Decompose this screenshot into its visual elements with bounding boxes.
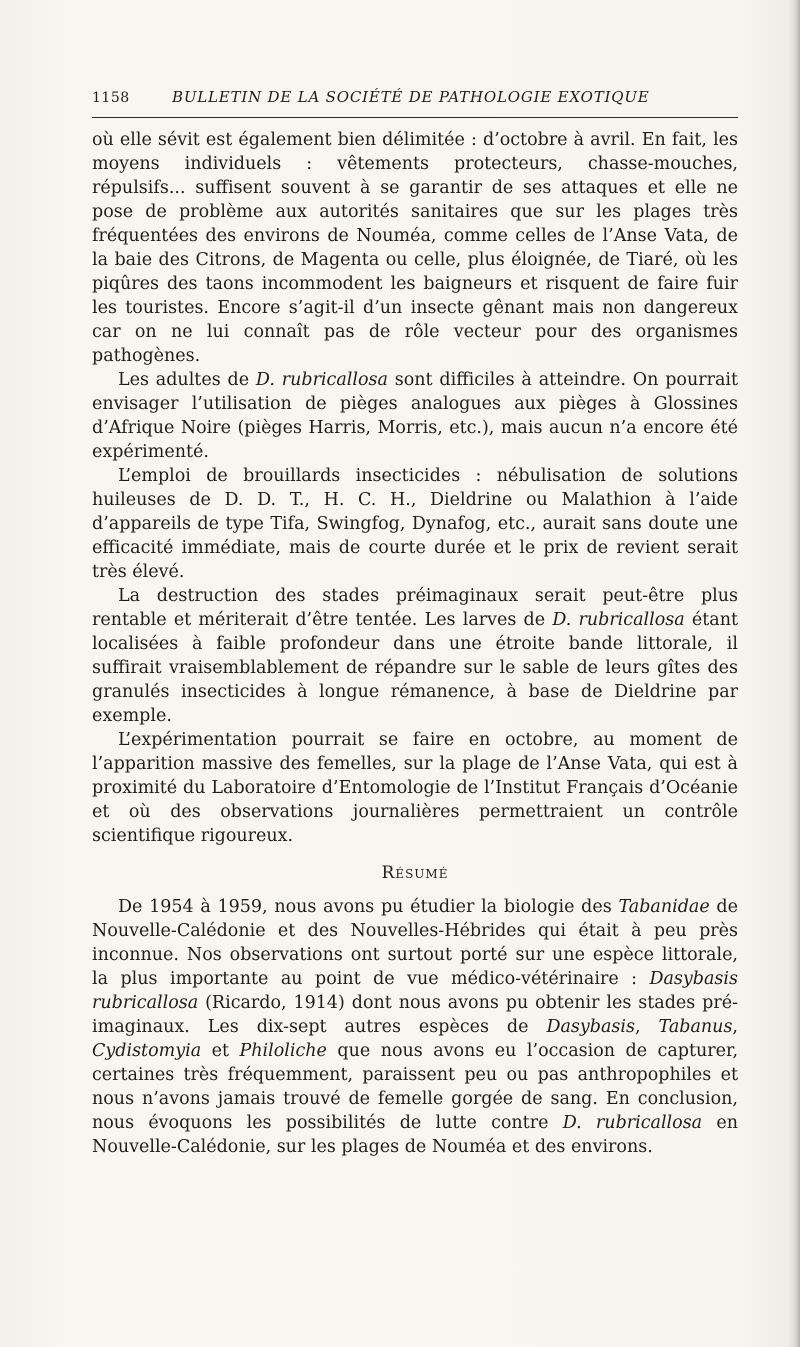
species-name: Dasybasis rubricallosa — [92, 969, 738, 1013]
paragraph-2-text-a: Les adultes de — [118, 370, 256, 390]
separator: , — [732, 1017, 738, 1037]
family-name: Tabanidae — [618, 897, 710, 917]
page-edge-shadow — [788, 0, 800, 1347]
running-title: BULLETIN DE LA SOCIÉTÉ DE PATHOLOGIE EXOTIQUE — [172, 88, 650, 106]
resume-text-1: De 1954 à 1959, nous avons pu étudier la biologie des — [118, 897, 619, 917]
paragraph-4-text-a: La destruction des stades préimaginaux serait peut-être plus rentable et mériterait d’être tentée. Les larves de — [92, 586, 738, 630]
header-divider — [92, 117, 738, 118]
separator: , — [634, 1017, 659, 1037]
resume-heading: Résumé — [381, 863, 449, 883]
genus-name: Cydistomyia — [92, 1041, 202, 1061]
genus-name: Tabanus — [658, 1017, 733, 1037]
resume-text-4: que nous avons eu l’occasion de capturer, certaines très fréquemment, paraissent peu ou pas anthropophiles et nous n’avons jamais trouvé de femelle gorgée de sang. En conclusion, nous évoquons les possibilités de lutte contre — [92, 1041, 739, 1133]
species-name: D. rubricallosa — [255, 370, 388, 390]
page-header — [92, 86, 738, 114]
paragraph-2 — [92, 368, 738, 464]
species-name: D. rubricallosa — [562, 1113, 703, 1133]
paragraph-5: L’expérimentation pourrait se faire en octobre, au moment de l’apparition massive des femelles, sur la plage de l’Anse Vata, qui est à proximité du Laboratoire d’Entomologie de l’Institut Français d’Océanie et où des observations journalières permettraient un contrôle scientifique rigoureux. — [92, 730, 738, 846]
paragraph-4 — [92, 584, 738, 728]
article-body — [92, 128, 738, 1159]
paragraph-3: L’emploi de brouillards insecticides : nébulisation de solutions huileuses de D. D. T., H. C. H., Dieldrine ou Malathion à l’aide d’appareils de type Tifa, Swingfog, Dynafog, etc., aurait sans doute une efficacité immédiate, mais de courte durée et le prix de revient serait très élevé. — [92, 466, 738, 582]
resume-paragraph — [92, 895, 738, 1159]
paragraph-4-text-b: étant localisées à faible profondeur dans une étroite bande littorale, il suffirait vraisemblablement de répandre sur le sable de leurs gîtes des granulés insecticides à longue rémanence, à base de Dieldrine par exemple. — [92, 610, 738, 726]
resume-text-2: de Nouvelle-Calédonie et des Nouvelles-Hébrides qui était à peu près inconnue. Nos observations ont surtout porté sur une espèce littorale, la plus importante au point de vue médico-vétérinaire : — [92, 897, 738, 989]
page-number: 1158 — [92, 90, 130, 106]
species-name: D. rubricallosa — [552, 610, 685, 630]
genus-name: Philoliche — [239, 1041, 327, 1061]
separator: et — [201, 1041, 240, 1061]
genus-name: Dasybasis — [546, 1017, 635, 1037]
resume-text-5: en Nouvelle-Calédonie, sur les plages de Nouméa et des environs. — [92, 1113, 738, 1157]
paragraph-2-text-b: sont difficiles à atteindre. On pourrait envisager l’utilisation de pièges analogues aux pièges à Glossines d’Afrique Noire (pièges Harris, Morris, etc.), mais aucun n’a encore été expérimenté. — [92, 370, 739, 462]
paragraph-1: où elle sévit est également bien délimitée : d’octobre à avril. En fait, les moyens individuels : vêtements protecteurs, chasse-mouches, répulsifs... suffisent souvent à se garantir de ses attaques et elle ne pose de problème aux autorités sanitaires que sur les plages très fréquentées des environs de Nouméa, comme celles de l’Anse Vata, de la baie des Citrons, de Magenta ou celle, plus éloignée, de Tiaré, où les piqûres des taons incommodent les baigneurs et risquent de faire fuir les touristes. Encore s’agit-il d’un insecte gênant mais non dangereux car on ne lui connaît pas de rôle vecteur pour des organismes pathogènes. — [92, 130, 738, 366]
resume-text-3: (Ricardo, 1914) dont nous avons pu obtenir les stades pré-imaginaux. Les dix-sept autres espèces de — [92, 993, 738, 1037]
